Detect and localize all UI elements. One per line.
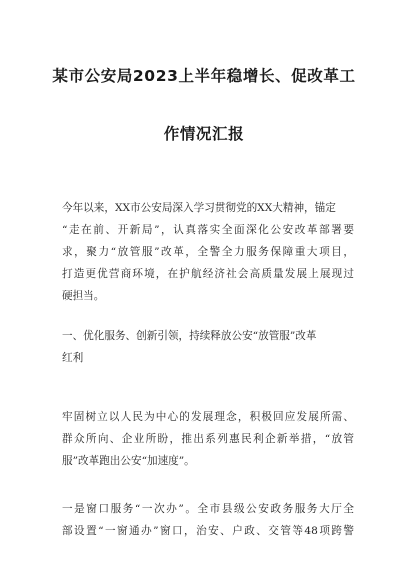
paragraph-line: 打造更优营商环境，在护航经济社会高质量发展上展现过 (62, 268, 354, 280)
document-title-line-1: 某市公安局2023上半年稳增长、促改革工 (52, 67, 356, 85)
paragraph-line: 一是窗口服务“一次办”。全市县级公安政务服务大厅全 (62, 503, 354, 515)
paragraph-line: 今年以来，XX市公安局深入学习贯彻党的XX大精神，锚定 (62, 202, 336, 214)
paragraph-line: 求，聚力“放管服”改革，全警全力服务保障重大项目， (62, 246, 354, 258)
paragraph-line: “走在前、开新局”，认真落实全面深化公安改革部署要 (62, 224, 354, 236)
paragraph-line: 牢固树立以人民为中心的发展理念，积极回应发展所需、 (62, 411, 354, 423)
paragraph-line: 硬担当。 (62, 290, 105, 302)
paragraph-line: 服”改革跑出公安“加速度”。 (62, 455, 195, 467)
paragraph-line: 一、优化服务、创新引领，持续释放公安“放管服”改革 (62, 330, 317, 342)
paragraph-line: 部设置“一窗通办”窗口，治安、户政、交管等48项跨警 (62, 525, 354, 537)
document-title-line-2: 作情况汇报 (163, 125, 245, 143)
paragraph-line: 群众所向、企业所盼，推出系列惠民利企新举措，“放管 (62, 433, 354, 445)
paragraph-line: 红利 (62, 352, 84, 364)
